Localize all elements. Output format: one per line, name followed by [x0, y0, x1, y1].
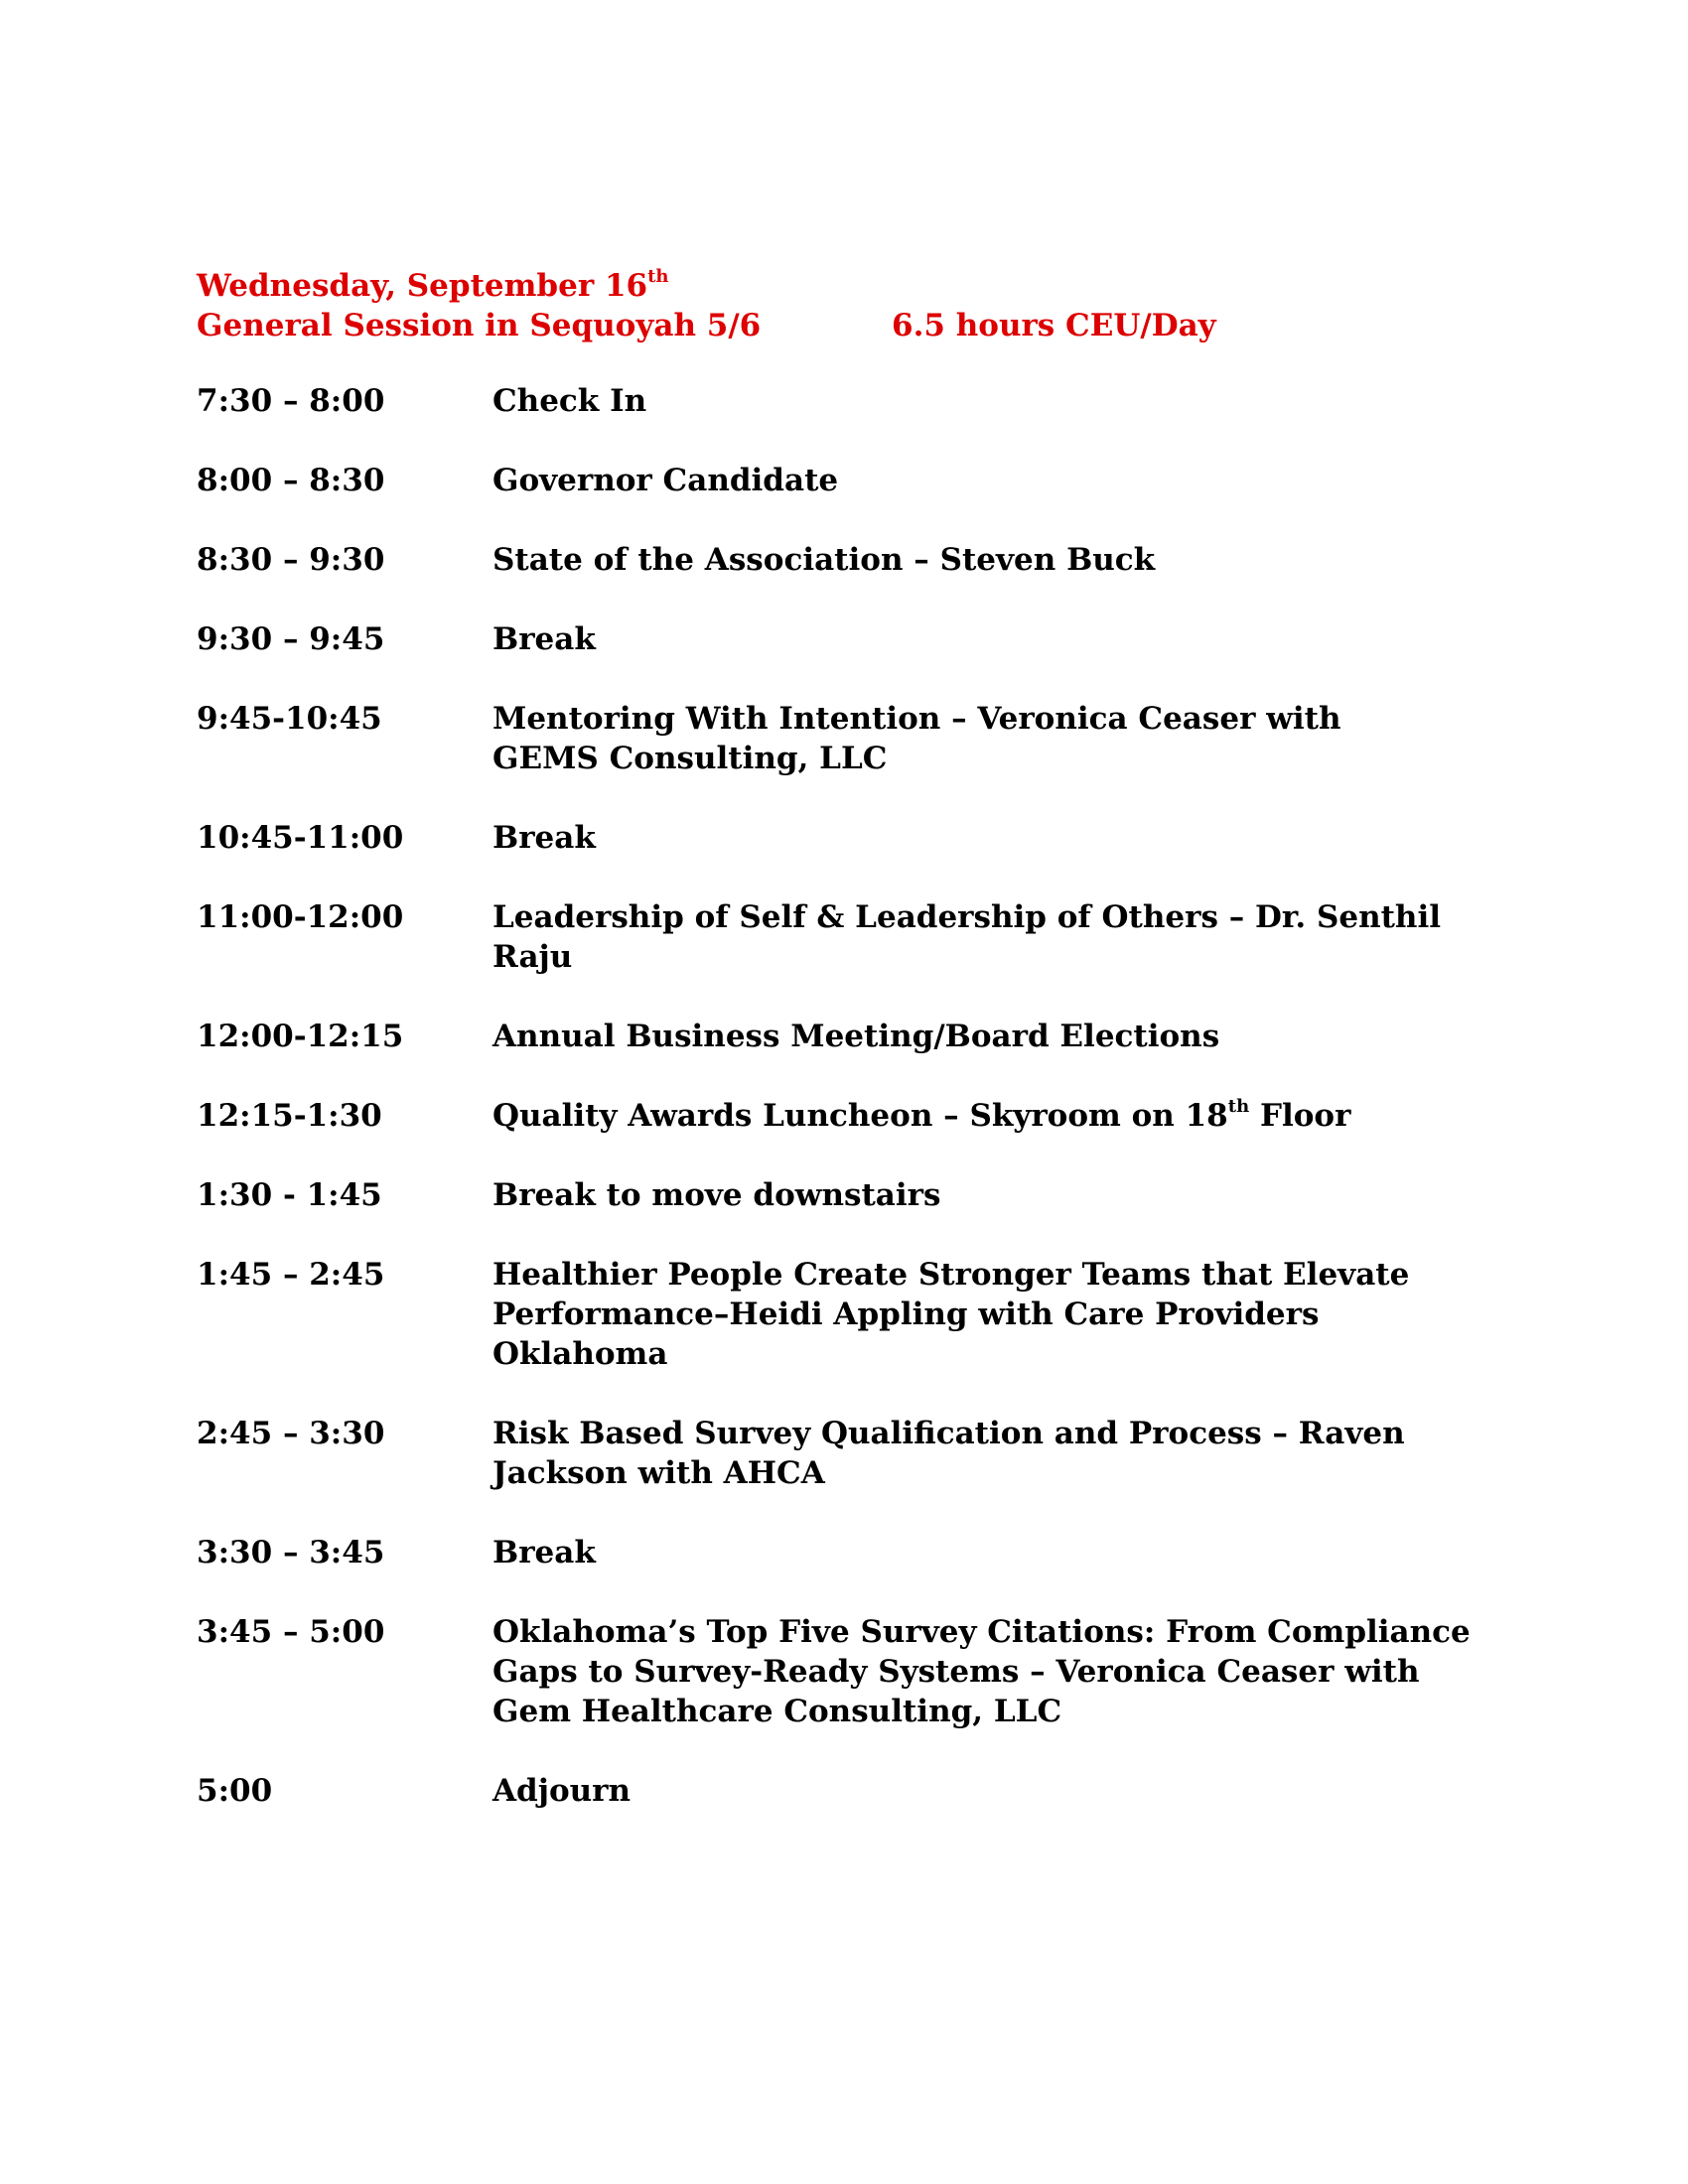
session-title: Annual Business Meeting/Board Elections — [492, 1019, 1220, 1054]
session-time: 10:45-11:00 — [197, 820, 404, 856]
session-time: 9:45-10:45 — [197, 701, 382, 737]
session-title: Check In — [492, 383, 647, 419]
day-heading — [197, 266, 761, 306]
schedule-row — [197, 1096, 1497, 1136]
day-suffix: th — [647, 266, 669, 287]
session-time: 11:00-12:00 — [197, 899, 404, 935]
schedule-row — [197, 699, 1497, 778]
session-title: Break — [492, 621, 596, 657]
day-text: Wednesday, September 16 — [197, 268, 648, 304]
schedule-row — [197, 1175, 1497, 1215]
session-title: Governor Candidate — [492, 463, 839, 498]
session-title: Oklahoma’s Top Five Survey Citations: From Compliance Gaps to Survey-Ready Systems – Veronica Ceaser with Gem Healthcare Consulting, LLC — [492, 1614, 1471, 1729]
session-title: Break — [492, 820, 596, 856]
schedule-row — [197, 1414, 1497, 1493]
session-time: 1:45 – 2:45 — [197, 1257, 385, 1293]
session-location: General Session in Sequoyah 5/6 — [197, 308, 762, 343]
schedule-row — [197, 1533, 1497, 1572]
schedule-row — [197, 1771, 1497, 1811]
session-time: 8:30 – 9:30 — [197, 542, 385, 578]
session-title-text-end: Floor — [1249, 1098, 1351, 1134]
session-title: Break to move downstairs — [492, 1177, 941, 1213]
agenda-header — [197, 266, 1216, 345]
schedule-row — [197, 461, 1497, 500]
session-title: Adjourn — [492, 1773, 632, 1809]
session-time: 5:00 — [197, 1773, 273, 1809]
floor-ordinal-suffix: th — [1227, 1096, 1250, 1117]
session-line — [197, 306, 1216, 345]
schedule-row — [197, 540, 1497, 580]
session-time: 12:00-12:15 — [197, 1019, 404, 1054]
schedule-row — [197, 818, 1497, 858]
session-time: 2:45 – 3:30 — [197, 1416, 385, 1451]
session-title: Mentoring With Intention – Veronica Ceaser with GEMS Consulting, LLC — [492, 701, 1341, 776]
schedule-row — [197, 1255, 1497, 1374]
session-time: 3:30 – 3:45 — [197, 1535, 385, 1570]
session-title: Risk Based Survey Qualification and Process – Raven Jackson with AHCA — [492, 1416, 1405, 1491]
schedule-row — [197, 897, 1497, 977]
session-title-text: Quality Awards Luncheon – Skyroom on 18 — [492, 1098, 1228, 1134]
session-time: 9:30 – 9:45 — [197, 621, 385, 657]
session-title: Healthier People Create Stronger Teams that Elevate Performance–Heidi Appling with Care Providers Oklahoma — [492, 1257, 1410, 1372]
schedule-row — [197, 1017, 1497, 1056]
schedule-row — [197, 1612, 1497, 1731]
session-title: Break — [492, 1535, 596, 1570]
session-time: 7:30 – 8:00 — [197, 383, 385, 419]
schedule-row — [197, 619, 1497, 659]
session-time: 1:30 - 1:45 — [197, 1177, 382, 1213]
schedule-list — [197, 381, 1497, 1850]
session-title: Leadership of Self & Leadership of Others – Dr. Senthil Raju — [492, 899, 1442, 975]
ceu-hours: 6.5 hours CEU/Day — [892, 308, 1216, 343]
schedule-row — [197, 381, 1497, 421]
session-title: State of the Association – Steven Buck — [492, 542, 1156, 578]
session-time: 8:00 – 8:30 — [197, 463, 385, 498]
session-time: 12:15-1:30 — [197, 1098, 382, 1134]
session-title — [492, 1096, 1497, 1136]
session-time: 3:45 – 5:00 — [197, 1614, 385, 1650]
